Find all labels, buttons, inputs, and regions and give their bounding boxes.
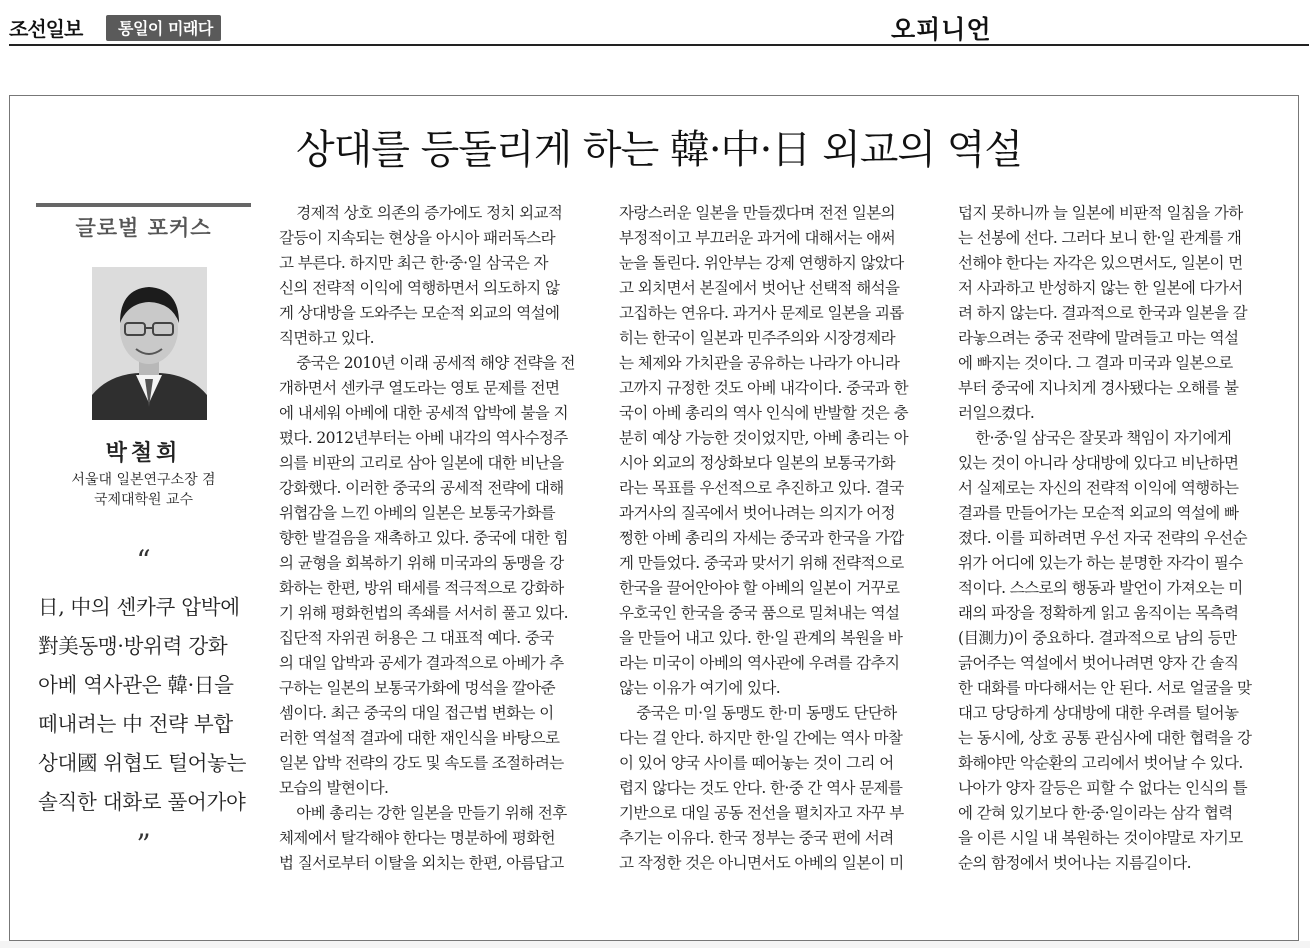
campaign-tag: 통일이 미래다: [106, 15, 221, 41]
body-text-line: 경제적 상호 의존의 증가에도 정치 외교적: [279, 204, 563, 222]
body-text-line: 있는 것이 아니라 상대방에 있다고 비난하면: [958, 454, 1239, 472]
pull-quote-line: 아베 역사관은 韓·日을: [38, 673, 234, 697]
body-column-2: [619, 201, 937, 876]
body-text-line: 눈을 돌린다. 위안부는 강제 연행하지 않았다: [619, 254, 904, 272]
body-text-line: 분히 예상 가능한 것이었지만, 아베 총리는 아: [619, 429, 909, 447]
body-text-line: 체제에서 탈각해야 한다는 명분하에 평화헌: [279, 829, 556, 847]
body-text-line: 추기는 이유다. 한국 정부는 중국 편에 서려: [619, 829, 894, 847]
body-text-line: 위협감을 느낀 아베의 일본은 보통국가화를: [279, 504, 556, 522]
body-text-line: 의를 비판의 고리로 삼아 일본에 대한 비난을: [279, 454, 564, 472]
body-text-line: 러한 역설적 결과에 대한 재인식을 바탕으로: [279, 729, 560, 747]
body-text-line: 법 질서로부터 이탈을 외치는 한편, 아름답고: [279, 854, 564, 872]
body-text-line: 는 체제와 가치관을 공유하는 나라가 아니라: [619, 354, 900, 372]
pull-quote-line: 솔직한 대화로 풀어가야: [38, 790, 246, 814]
body-text-line: 히는 한국이 일본과 민주주의와 시장경제라: [619, 329, 896, 347]
body-text-line: 국이 아베 총리의 역사 인식에 반발할 것은 충: [619, 404, 909, 422]
body-text-line: 위가 어디에 있는가 하는 분명한 자각이 필수: [958, 554, 1243, 572]
body-text-line: 한국을 끌어안아야 할 아베의 일본이 거꾸로: [619, 579, 900, 597]
body-text-line: 구하는 일본의 보통국가화에 멍석을 깔아준: [279, 679, 556, 697]
body-text-line: 부터 중국에 지나치게 경사됐다는 오해를 불: [958, 379, 1239, 397]
body-text-line: 향한 발걸음을 재촉하고 있다. 중국에 대한 힘: [279, 529, 569, 547]
body-text-line: 폈다. 2012년부터는 아베 내각의 역사수정주: [279, 429, 568, 447]
body-text-line: 선해야 한다는 자각은 있으면서도, 일본이 먼: [958, 254, 1243, 272]
body-text-line: 나아가 양자 갈등은 피할 수 없다는 인식의 틀: [958, 779, 1248, 797]
body-column-3: [958, 201, 1276, 876]
body-text-line: 아베 총리는 강한 일본을 만들기 위해 전후: [279, 804, 567, 822]
body-text-line: 일본 압박 전략의 강도 및 속도를 조절하려는: [279, 754, 564, 772]
body-text-line: 한 대화를 마다해서는 안 된다. 서로 얼굴을 맞: [958, 679, 1252, 697]
author-title-line: 국제대학원 교수: [93, 492, 194, 508]
newspaper-logo[interactable]: 조선일보: [9, 17, 83, 41]
pull-quote-line: 對美동맹·방위력 강화: [38, 634, 228, 658]
body-text-line: 서 실제로는 자신의 전략적 이익에 역행하는: [958, 479, 1239, 497]
body-text-line: 이 있어 양국 사이를 떼어놓는 것이 그리 어: [619, 754, 894, 772]
body-text-line: 부정적이고 부끄러운 과거에 대해서는 애써: [619, 229, 896, 247]
body-text-line: 과거사의 질곡에서 벗어나려는 의지가 어정: [619, 504, 896, 522]
body-text-line: 라놓으려는 중국 전략에 말려들고 마는 역설: [958, 329, 1239, 347]
body-text-line: 려 하지 않는다. 결과적으로 한국과 일본을 갈: [958, 304, 1248, 322]
body-text-line: 셈이다. 최근 중국의 대일 접근법 변화는 이: [279, 704, 554, 722]
body-text-line: 을 이른 시일 내 복원하는 것이야말로 자기모: [958, 829, 1243, 847]
body-text-line: 대고 당당하게 상대방에 대한 우려를 털어놓: [958, 704, 1239, 722]
body-text-line: 래의 파장을 정확하게 읽고 움직이는 목측력: [958, 604, 1239, 622]
body-text-line: 기반으로 대일 공동 전선을 펼치자고 자꾸 부: [619, 804, 904, 822]
body-text-line: 한·중·일 삼국은 잘못과 책임이 자기에게: [958, 429, 1232, 447]
body-text-line: 고집하는 연유다. 과거사 문제로 일본을 괴롭: [619, 304, 904, 322]
column-divider: [36, 203, 251, 207]
pull-quote: [38, 588, 253, 822]
body-text-line: 다는 걸 안다. 하지만 한·일 간에는 역사 마찰: [619, 729, 903, 747]
body-text-line: 결과를 만들어가는 모순적 외교의 역설에 빠: [958, 504, 1239, 522]
author-title-line: 서울대 일본연구소장 겸: [71, 472, 216, 488]
body-text-line: 에 갇혀 있기보다 한·중·일이라는 삼각 협력: [958, 804, 1233, 822]
body-text-line: 모습의 발현이다.: [279, 779, 389, 797]
body-text-line: 라는 미국이 아베의 역사관에 우려를 감추지: [619, 654, 900, 672]
body-text-line: 적이다. 스스로의 행동과 발언이 가져오는 미: [958, 579, 1243, 597]
body-column-1: [279, 201, 597, 876]
body-text-line: 라는 목표를 우선적으로 추진하고 있다. 결국: [619, 479, 904, 497]
body-text-line: 고까지 규정한 것도 아베 내각이다. 중국과 한: [619, 379, 909, 397]
body-text-line: 에 빠지는 것이다. 그 결과 미국과 일본으로: [958, 354, 1233, 372]
body-text-line: 순의 함정에서 벗어나는 지름길이다.: [958, 854, 1191, 872]
body-text-line: 의 대일 압박과 공세가 결과적으로 아베가 추: [279, 654, 564, 672]
body-text-line: 집단적 자위권 허용은 그 대표적 예다. 중국: [279, 629, 554, 647]
body-text-line: 중국은 미·일 동맹도 한·미 동맹도 단단하: [619, 704, 897, 722]
body-text-line: 자랑스러운 일본을 만들겠다며 전전 일본의: [619, 204, 896, 222]
body-text-line: 강화했다. 이러한 중국의 공세적 전략에 대해: [279, 479, 564, 497]
body-text-line: 저 사과하고 반성하지 않는 한 일본에 다가서: [958, 279, 1243, 297]
body-text-line: 는 동시에, 상호 공통 관심사에 대한 협력을 강: [958, 729, 1252, 747]
body-text-line: 신의 전략적 이익에 역행하면서 의도하지 않: [279, 279, 560, 297]
body-text-line: 졌다. 이를 피하려면 우선 자국 전략의 우선순: [958, 529, 1248, 547]
body-text-line: 기 위해 평화헌법의 족쇄를 서서히 풀고 있다.: [279, 604, 569, 622]
body-text-line: 게 상대방을 도와주는 모순적 외교의 역설에: [279, 304, 560, 322]
body-text-line: 렵지 않다는 것도 안다. 한·중 간 역사 문제를: [619, 779, 903, 797]
body-text-line: 갈등이 지속되는 현상을 아시아 패러독스라: [279, 229, 556, 247]
author-photo-image: [92, 267, 207, 420]
body-text-line: 덥지 못하니까 늘 일본에 비판적 일침을 가하: [958, 204, 1243, 222]
body-text-line: 고 부른다. 하지만 최근 한·중·일 삼국은 자: [279, 254, 548, 272]
body-text-line: 에 내세워 아베에 대한 공세적 압박에 불을 지: [279, 404, 569, 422]
body-text-line: 화하는 한편, 방위 태세를 적극적으로 강화하: [279, 579, 564, 597]
body-text-line: 을 만들어 내고 있다. 한·일 관계의 복원을 바: [619, 629, 903, 647]
body-text-line: (目測力)이 중요하다. 결과적으로 남의 등만: [958, 629, 1237, 647]
body-text-line: 게 만들었다. 중국과 맞서기 위해 전략적으로: [619, 554, 904, 572]
page-bottom-edge: [0, 941, 1310, 948]
open-quote-mark: “: [136, 544, 151, 577]
body-text-line: 우호국인 한국을 중국 품으로 밀쳐내는 역설: [619, 604, 900, 622]
body-text-line: 않는 이유가 여기에 있다.: [619, 679, 781, 697]
body-text-line: 개하면서 센카쿠 열도라는 영토 문제를 전면: [279, 379, 560, 397]
body-text-line: 긁어주는 역설에서 벗어나려면 양자 간 솔직: [958, 654, 1239, 672]
page-header: [0, 0, 1310, 48]
header-divider: [9, 44, 1309, 46]
body-text-line: 쩡한 아베 총리의 자세는 중국과 한국을 가깝: [619, 529, 904, 547]
body-text-line: 고 외치면서 본질에서 벗어난 선택적 해석을: [619, 279, 900, 297]
pull-quote-line: 떼내려는 中 전략 부합: [38, 712, 233, 736]
body-text-line: 화해야만 악순환의 고리에서 벗어날 수 있다.: [958, 754, 1243, 772]
author-name: 박철희: [105, 440, 182, 466]
body-text-line: 고 작정한 것은 아니면서도 아베의 일본이 미: [619, 854, 904, 872]
body-text-line: 의 균형을 회복하기 위해 미국과의 동맹을 강: [279, 554, 564, 572]
body-text-line: 러일으켰다.: [958, 404, 1035, 422]
pull-quote-line: 日, 中의 센카쿠 압박에: [38, 595, 240, 619]
close-quote-mark: ”: [136, 828, 151, 861]
body-text-line: 는 선봉에 선다. 그러다 보니 한·일 관계를 개: [958, 229, 1242, 247]
body-text-line: 중국은 2010년 이래 공세적 해양 전략을 전: [279, 354, 575, 372]
author-title: [36, 470, 251, 510]
article-headline: 상대를 등돌리게 하는 韓·中·日 외교의 역설: [296, 127, 1022, 173]
author-photo: [92, 267, 207, 420]
section-title: 오피니언: [891, 15, 992, 44]
pull-quote-line: 상대國 위협도 털어놓는: [38, 751, 247, 775]
body-text-line: 시아 외교의 정상화보다 일본의 보통국가화: [619, 454, 896, 472]
column-name: 글로벌 포커스: [75, 216, 212, 240]
body-text-line: 직면하고 있다.: [279, 329, 374, 347]
